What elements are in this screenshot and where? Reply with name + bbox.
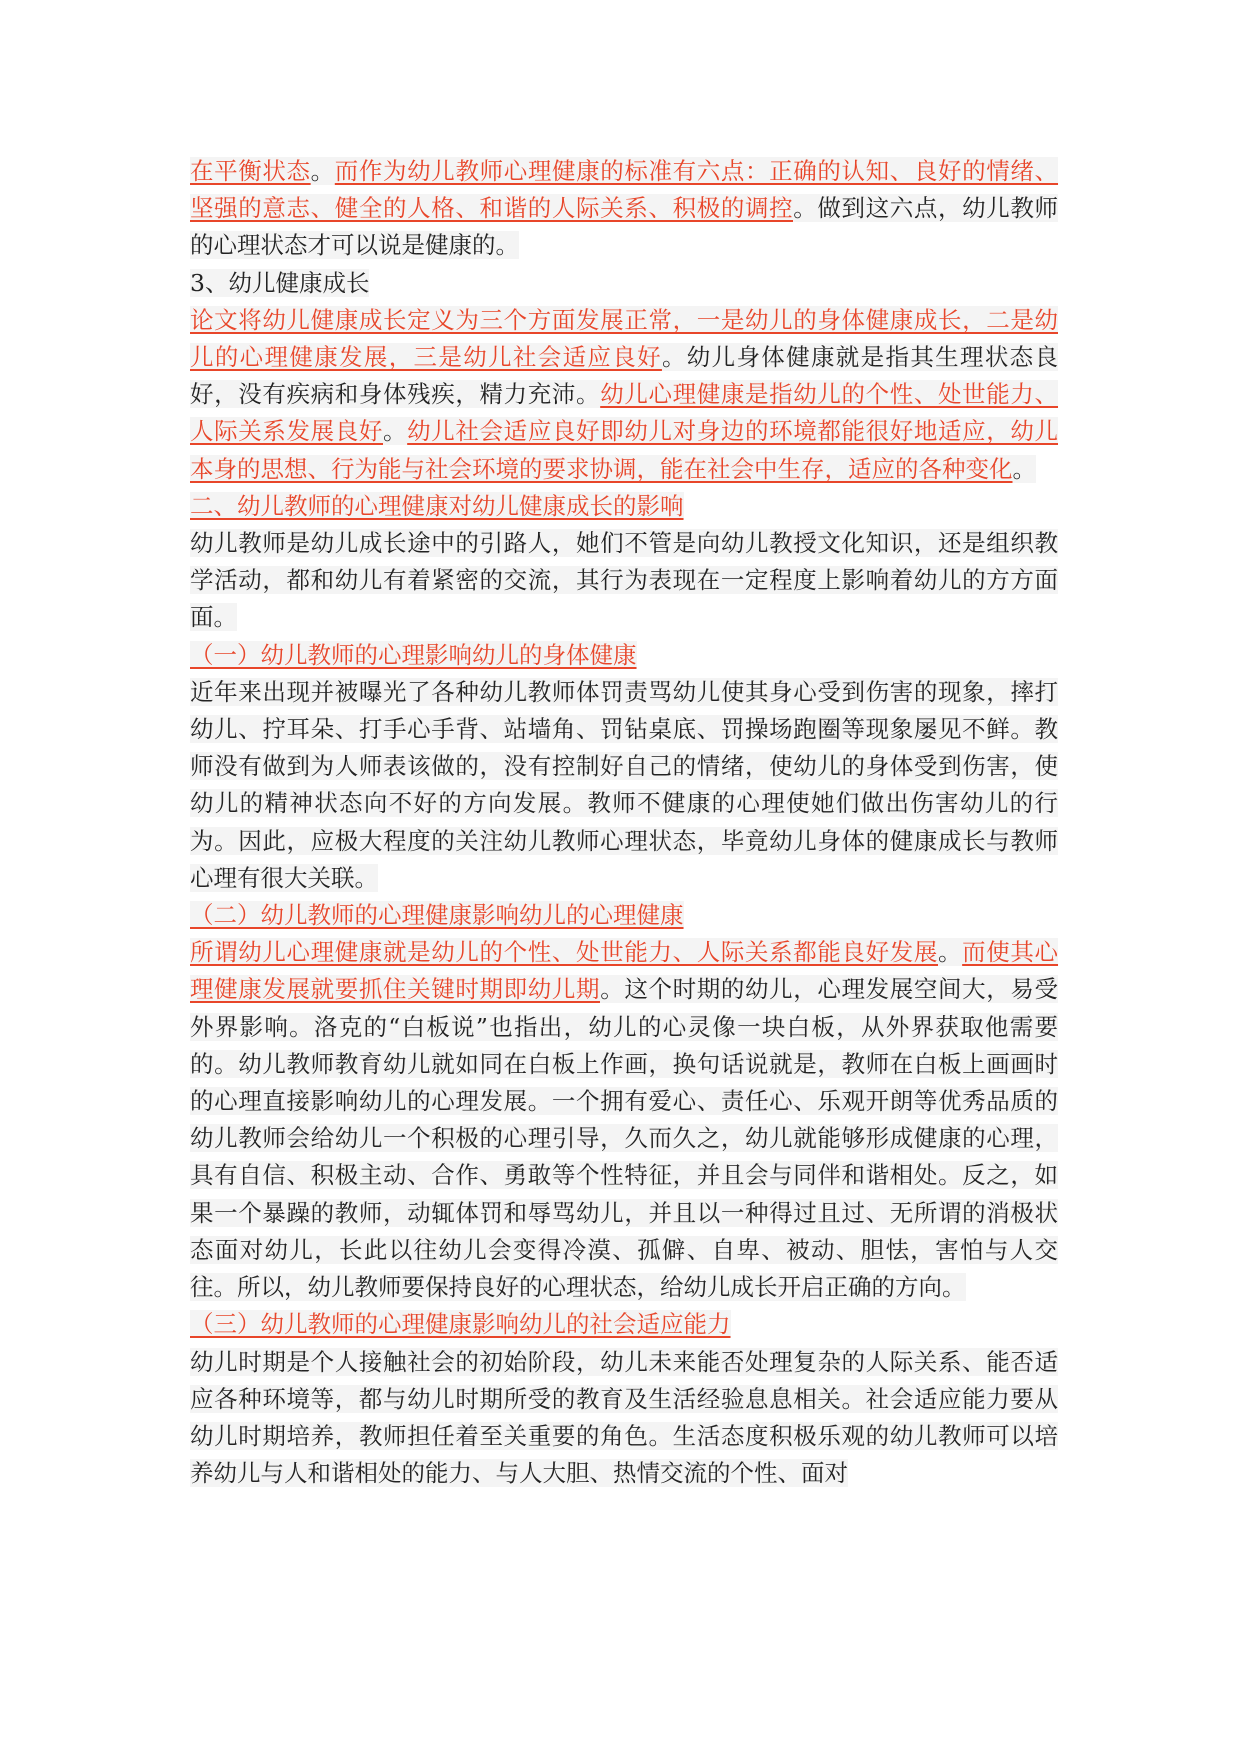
body-text: 幼儿教师是幼儿成长途中的引路人，她们不管是向幼儿教授文化知识，还是组织教学活动，都和幼儿有着紧密的交流，其行为表现在一定程度上影响着幼儿的方方面面。 <box>190 529 1058 632</box>
paragraph <box>190 265 1058 302</box>
highlighted-text: 而作为幼儿教师心理健康的标准有六点：正确的认知、良好的情绪、坚强的意志、健全的人格、和谐的人际关系、积极的调控 <box>190 157 1059 223</box>
highlighted-text: （三）幼儿教师的心理健康影响幼儿的社会适应能力 <box>190 1310 731 1339</box>
highlighted-text: 二、幼儿教师的心理健康对幼儿健康成长的影响 <box>190 491 684 520</box>
paragraph <box>190 674 1058 897</box>
highlighted-text: 所谓幼儿心理健康就是幼儿的个性、处世能力、人际关系都能良好发展 <box>190 938 938 967</box>
body-text: 。做到这六点，幼儿教师的心理状态才可以说是健康的。 <box>190 194 1059 260</box>
highlighted-text: 而使其心理健康发展就要抓住关键时期即幼儿期 <box>190 938 1059 1004</box>
document-body <box>190 153 1058 1492</box>
body-text: 。 <box>1012 454 1036 483</box>
paragraph <box>190 1306 1058 1343</box>
body-text: 3、幼儿健康成长 <box>190 268 370 297</box>
body-text: 。 <box>310 157 335 185</box>
paragraph <box>190 1344 1058 1493</box>
highlighted-text: 幼儿社会适应良好即幼儿对身边的环境都能很好地适应，幼儿本身的思想、行为能与社会环境的要求协调，能在社会中生存，适应的各种变化 <box>190 417 1059 483</box>
paragraph <box>190 525 1058 637</box>
body-text: 。 <box>938 938 963 967</box>
paragraph <box>190 488 1058 525</box>
highlighted-text: 在平衡状态 <box>190 157 311 185</box>
body-text: 近年来出现并被曝光了各种幼儿教师体罚责骂幼儿使其身心受到伤害的现象，摔打幼儿、拧耳朵、打手心手背、站墙角、罚钻桌底、罚操场跑圈等现象屡见不鲜。教师没有做到为人师表该做的，没有控制好自己的情绪，使幼儿的身体受到伤害，使幼儿的精神状态向不好的方向发展。教师不健康的心理使她们做出伤害幼儿的行为。因此，应极大程度的关注幼儿教师心理状态，毕竟幼儿身体的健康成长与教师心理有很大关联。 <box>190 677 1058 892</box>
paragraph <box>190 897 1058 934</box>
body-text: 幼儿时期是个人接触社会的初始阶段，幼儿未来能否处理复杂的人际关系、能否适应各种环境等，都与幼儿时期所受的教育及生活经验息息相关。社会适应能力要从幼儿时期培养，教师担任着至关重要的角色。生活态度积极乐观的幼儿教师可以培养幼儿与人和谐相处的能力、与人大胆、热情交流的个性、面对 <box>190 1347 1058 1488</box>
body-text: 。 <box>383 417 408 446</box>
body-text: 。这个时期的幼儿，心理发展空间大，易受外界影响。洛克的“白板说”也指出，幼儿的心灵像一块白板，从外界获取他需要的。幼儿教师教育幼儿就如同在白板上作画，换句话说就是，教师在白板上画画时的心理直接影响幼儿的心理发展。一个拥有爱心、责任心、乐观开朗等优秀品质的幼儿教师会给幼儿一个积极的心理引导，久而久之，幼儿就能够形成健康的心理，具有自信、积极主动、合作、勇敢等个性特征，并且会与同伴和谐相处。反之，如果一个暴躁的教师，动辄体罚和辱骂幼儿，并且以一种得过且过、无所谓的消极状态面对幼儿，长此以往幼儿会变得冷漠、孤僻、自卑、被动、胆怯，害怕与人交往。所以，幼儿教师要保持良好的心理状态，给幼儿成长开启正确的方向。 <box>190 975 1059 1302</box>
paragraph <box>190 637 1058 674</box>
highlighted-text: （二）幼儿教师的心理健康影响幼儿的心理健康 <box>190 901 684 930</box>
highlighted-text: 幼儿心理健康是指幼儿的个性、处世能力、人际关系发展良好 <box>190 380 1059 446</box>
highlighted-text: 论文将幼儿健康成长定义为三个方面发展正常，一是幼儿的身体健康成长，二是幼儿的心理健康发展，三是幼儿社会适应良好 <box>190 305 1058 372</box>
paragraph <box>190 934 1058 1306</box>
body-text: 。幼儿身体健康就是指其生理状态良好，没有疾病和身体残疾，精力充沛。 <box>190 343 1059 409</box>
paragraph <box>190 302 1058 488</box>
highlighted-text: （一）幼儿教师的心理影响幼儿的身体健康 <box>190 640 637 669</box>
paragraph <box>190 153 1058 265</box>
